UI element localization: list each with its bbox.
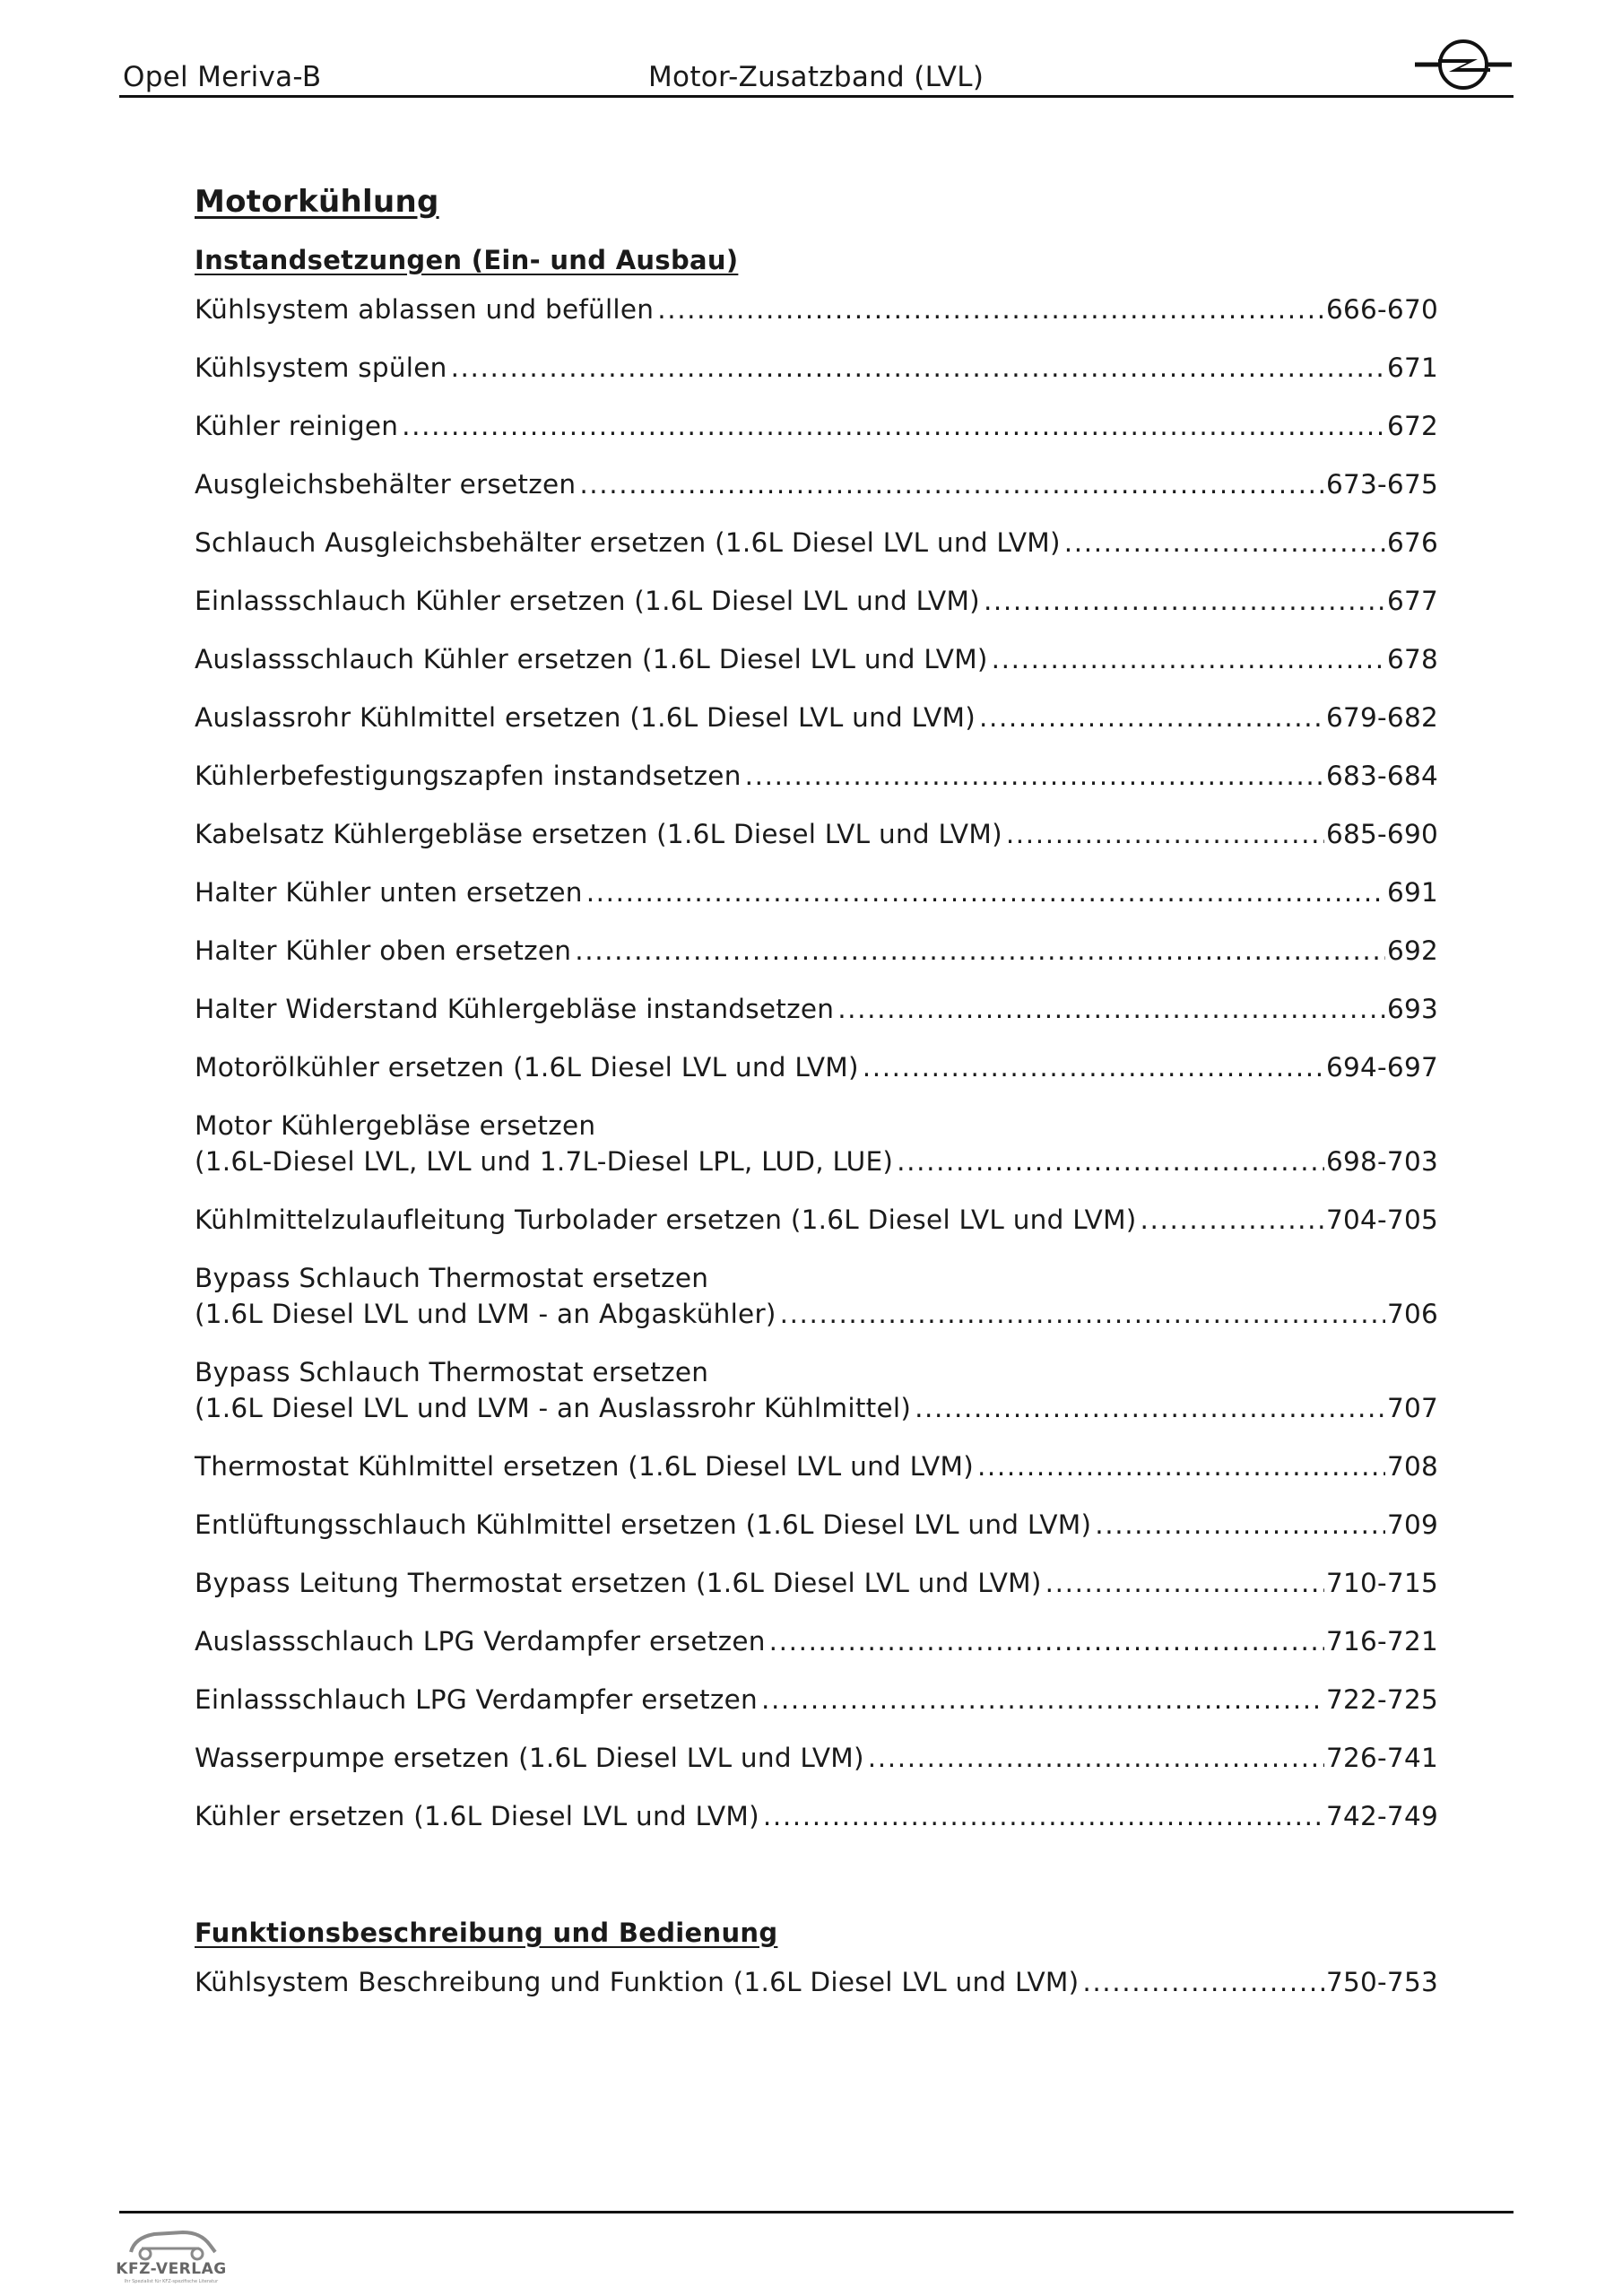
toc-entry-line: [195, 525, 1438, 561]
footer-rule: [119, 2211, 1514, 2213]
toc-entry-line: [195, 583, 1438, 619]
subsection-repairs: [195, 245, 1438, 1834]
dot-leader: [769, 1623, 1324, 1659]
toc-entry-line: [195, 466, 1438, 502]
toc-page-number: 692: [1386, 935, 1438, 966]
toc-entry-title: Bypass Schlauch Thermostat ersetzen: [195, 1357, 709, 1387]
toc-entry: [195, 1354, 1438, 1426]
toc-page-number: 673-675: [1325, 469, 1438, 500]
page-header: [119, 54, 1514, 98]
toc-entry: [195, 1798, 1438, 1834]
dot-leader: [745, 758, 1324, 794]
toc-entry-title: Kühler ersetzen (1.6L Diesel LVL und LVM): [195, 1801, 759, 1831]
toc-entry-title: Kühler reinigen: [195, 411, 399, 441]
toc-entry: [195, 874, 1438, 910]
footer-brand: KFZ-VERLAG: [116, 2260, 227, 2278]
toc-page-number: 710-715: [1325, 1568, 1438, 1598]
toc-entry: [195, 1202, 1438, 1238]
toc-entry: [195, 700, 1438, 735]
toc-entry-title: Bypass Schlauch Thermostat ersetzen: [195, 1263, 709, 1293]
toc-entry-line: [195, 816, 1438, 852]
toc-entry-line: [195, 1390, 1438, 1426]
toc-page-number: 679-682: [1325, 702, 1438, 733]
toc-entry: [195, 758, 1438, 794]
toc-entry-line: [195, 1296, 1438, 1332]
toc-entry-title: Motor Kühlergebläse ersetzen: [195, 1110, 596, 1141]
toc-entry: [195, 583, 1438, 619]
toc-page-number: 708: [1386, 1451, 1438, 1482]
toc-entry-line: [195, 1354, 1438, 1390]
toc-entry: [195, 1448, 1438, 1484]
section-spacer: [195, 1857, 1438, 1918]
subsection-function: [195, 1918, 1438, 2000]
toc-entry: [195, 291, 1438, 327]
toc-entry: [195, 1108, 1438, 1179]
toc-entry-line: [195, 1682, 1438, 1718]
opel-blitz-icon: [1413, 29, 1514, 97]
toc-entry: [195, 1682, 1438, 1718]
toc-page-number: 677: [1386, 586, 1438, 616]
toc-entry-title: (1.6L Diesel LVL und LVM - an Abgaskühler): [195, 1299, 776, 1329]
header-volume: Motor-Zusatzband (LVL): [648, 61, 984, 93]
toc-entry-line: [195, 1260, 1438, 1296]
toc-content: [195, 184, 1438, 2022]
toc-entry-line: [195, 758, 1438, 794]
toc-list: [195, 291, 1438, 1834]
toc-page-number: 671: [1386, 352, 1438, 383]
toc-entry-line: [195, 1740, 1438, 1776]
toc-entry-title: (1.6L Diesel LVL und LVM - an Auslassrohr Kühlmittel): [195, 1393, 912, 1423]
dot-leader: [1006, 816, 1324, 852]
toc-page-number: 726-741: [1325, 1743, 1438, 1773]
toc-page-number: 693: [1386, 994, 1438, 1024]
toc-entry: [195, 991, 1438, 1027]
dot-leader: [915, 1390, 1385, 1426]
toc-list: [195, 1964, 1438, 2000]
toc-entry-title: Halter Kühler unten ersetzen: [195, 877, 583, 908]
toc-entry-line: [195, 700, 1438, 735]
toc-entry: [195, 1565, 1438, 1601]
toc-page-number: 666-670: [1325, 294, 1438, 325]
toc-page-number: 672: [1386, 411, 1438, 441]
toc-entry: [195, 1049, 1438, 1085]
toc-entry-title: Wasserpumpe ersetzen (1.6L Diesel LVL und LVM): [195, 1743, 864, 1773]
toc-entry-title: Auslassrohr Kühlmittel ersetzen (1.6L Diesel LVL und LVM): [195, 702, 976, 733]
toc-entry-line: [195, 408, 1438, 444]
toc-entry-line: [195, 1507, 1438, 1543]
dot-leader: [1141, 1202, 1324, 1238]
toc-page-number: 691: [1386, 877, 1438, 908]
toc-page-number: 706: [1386, 1299, 1438, 1329]
toc-entry: [195, 641, 1438, 677]
toc-page-number: 685-690: [1325, 819, 1438, 849]
dot-leader: [579, 466, 1324, 502]
dot-leader: [451, 350, 1385, 386]
toc-entry: [195, 1507, 1438, 1543]
toc-entry-line: [195, 991, 1438, 1027]
header-vehicle: Opel Meriva-B: [123, 61, 322, 93]
dot-leader: [575, 933, 1385, 969]
footer-tagline: Ihr Spezialist für KFZ-spezifische Literatur: [124, 2279, 219, 2284]
toc-page-number: 716-721: [1325, 1626, 1438, 1657]
toc-entry-line: [195, 1144, 1438, 1179]
dot-leader: [402, 408, 1385, 444]
toc-entry-line: [195, 1565, 1438, 1601]
toc-entry-title: Kühlsystem spülen: [195, 352, 447, 383]
dot-leader: [979, 700, 1324, 735]
toc-page-number: 709: [1386, 1509, 1438, 1540]
toc-page-number: 694-697: [1325, 1052, 1438, 1083]
toc-entry-line: [195, 1798, 1438, 1834]
toc-page-number: 742-749: [1325, 1801, 1438, 1831]
dot-leader: [863, 1049, 1324, 1085]
toc-page-number: 678: [1386, 644, 1438, 674]
toc-entry: [195, 816, 1438, 852]
dot-leader: [1082, 1964, 1324, 2000]
toc-entry: [195, 1964, 1438, 2000]
dot-leader: [984, 583, 1385, 619]
subsection-title: Instandsetzungen (Ein- und Ausbau): [195, 245, 739, 275]
toc-entry-line: [195, 1448, 1438, 1484]
toc-entry: [195, 933, 1438, 969]
toc-entry-title: Halter Widerstand Kühlergebläse instandsetzen: [195, 994, 835, 1024]
toc-entry-line: [195, 933, 1438, 969]
toc-entry-title: Kühlmittelzulaufleitung Turbolader ersetzen (1.6L Diesel LVL und LVM): [195, 1205, 1137, 1235]
toc-entry: [195, 350, 1438, 386]
toc-entry-title: Halter Kühler oben ersetzen: [195, 935, 572, 966]
toc-entry: [195, 408, 1438, 444]
toc-entry-title: Motorölkühler ersetzen (1.6L Diesel LVL und LVM): [195, 1052, 859, 1083]
toc-entry-line: [195, 1623, 1438, 1659]
toc-page-number: 698-703: [1325, 1146, 1438, 1177]
toc-entry-title: Auslassschlauch LPG Verdampfer ersetzen: [195, 1626, 766, 1657]
toc-entry-title: Thermostat Kühlmittel ersetzen (1.6L Diesel LVL und LVM): [195, 1451, 974, 1482]
dot-leader: [992, 641, 1385, 677]
toc-entry-line: [195, 641, 1438, 677]
toc-page-number: 676: [1386, 527, 1438, 558]
dot-leader: [763, 1798, 1324, 1834]
toc-entry-title: Bypass Leitung Thermostat ersetzen (1.6L Diesel LVL und LVM): [195, 1568, 1042, 1598]
dot-leader: [868, 1740, 1324, 1776]
toc-entry-line: [195, 291, 1438, 327]
toc-entry-line: [195, 350, 1438, 386]
dot-leader: [1095, 1507, 1385, 1543]
toc-entry-title: Einlassschlauch LPG Verdampfer ersetzen: [195, 1684, 758, 1715]
dot-leader: [1045, 1565, 1324, 1601]
dot-leader: [837, 991, 1385, 1027]
toc-page-number: 707: [1386, 1393, 1438, 1423]
toc-entry-line: [195, 1202, 1438, 1238]
toc-entry-title: Entlüftungsschlauch Kühlmittel ersetzen (1.6L Diesel LVL und LVM): [195, 1509, 1092, 1540]
dot-leader: [586, 874, 1385, 910]
toc-entry-line: [195, 1108, 1438, 1144]
dot-leader: [657, 291, 1324, 327]
dot-leader: [897, 1144, 1324, 1179]
toc-entry-title: Kühlsystem ablassen und befüllen: [195, 294, 655, 325]
subsection-title: Funktionsbeschreibung und Bedienung: [195, 1918, 778, 1948]
toc-entry: [195, 1740, 1438, 1776]
toc-page-number: 704-705: [1325, 1205, 1438, 1235]
toc-entry: [195, 525, 1438, 561]
dot-leader: [977, 1448, 1385, 1484]
dot-leader: [780, 1296, 1385, 1332]
toc-entry: [195, 466, 1438, 502]
toc-entry-title: Ausgleichsbehälter ersetzen: [195, 469, 577, 500]
toc-entry-line: [195, 1049, 1438, 1085]
toc-entry-line: [195, 1964, 1438, 2000]
toc-entry-title: Kühlerbefestigungszapfen instandsetzen: [195, 761, 742, 791]
toc-entry-title: Einlassschlauch Kühler ersetzen (1.6L Diesel LVL und LVM): [195, 586, 980, 616]
toc-entry-line: [195, 874, 1438, 910]
toc-entry-title: (1.6L-Diesel LVL, LVL und 1.7L-Diesel LPL, LUD, LUE): [195, 1146, 894, 1177]
toc-entry-title: Schlauch Ausgleichsbehälter ersetzen (1.6L Diesel LVL und LVM): [195, 527, 1061, 558]
toc-entry-title: Kühlsystem Beschreibung und Funktion (1.6L Diesel LVL und LVM): [195, 1967, 1080, 1997]
dot-leader: [761, 1682, 1324, 1718]
toc-entry: [195, 1260, 1438, 1332]
toc-entry-title: Auslassschlauch Kühler ersetzen (1.6L Diesel LVL und LVM): [195, 644, 988, 674]
dot-leader: [1064, 525, 1385, 561]
toc-page-number: 683-684: [1325, 761, 1438, 791]
toc-entry: [195, 1623, 1438, 1659]
toc-entry-title: Kabelsatz Kühlergebläse ersetzen (1.6L Diesel LVL und LVM): [195, 819, 1002, 849]
toc-page-number: 722-725: [1325, 1684, 1438, 1715]
section-title: Motorkühlung: [195, 184, 439, 220]
toc-page-number: 750-753: [1325, 1967, 1438, 1997]
